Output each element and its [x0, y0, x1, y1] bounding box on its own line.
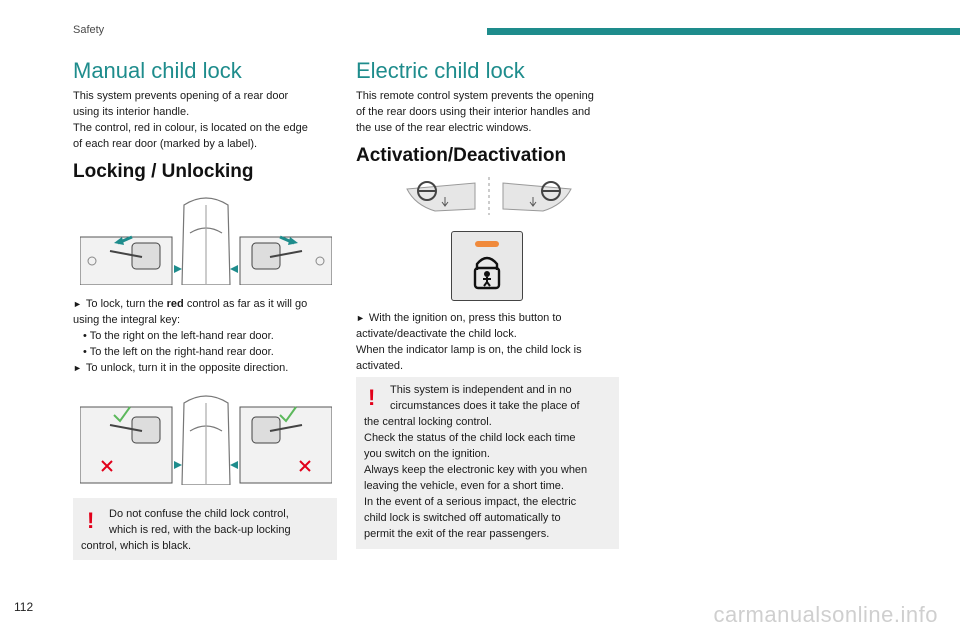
pointer-arrow-icon: [174, 461, 182, 469]
steering-position-diagram: [405, 175, 573, 215]
page-number: 112: [14, 600, 34, 614]
car-topview-icon: [182, 198, 230, 285]
warning-icon: !: [87, 508, 95, 533]
section-label: Safety: [73, 24, 105, 36]
intro-line: This system prevents opening of a rear door: [73, 90, 289, 102]
bullet-arrow-icon: ►: [356, 313, 365, 323]
locking-unlocking-heading: Locking / Unlocking: [73, 161, 254, 182]
manual-child-lock-title: Manual child lock: [73, 58, 242, 83]
watermark: carmanualsonline.info: [713, 602, 938, 627]
intro-line: This remote control system prevents the opening: [356, 90, 594, 102]
indicator-lamp: [475, 241, 499, 247]
child-lock-icon: [473, 254, 501, 290]
header-accent-bar: [487, 28, 960, 35]
electric-warning-box: ! This system is independent and in no circumstances does it take the place of the central locking control. Check the status of the child lock each time you switch on the ignition. Always keep the electronic key with you when leaving the vehicle, even for a short time. In the event of a serious impact, the electric child lock is switched off automatically to permit the exit of the rear passengers.: [356, 377, 619, 549]
manual-warning-box: ! Do not confuse the child lock control, which is red, with the back-up locking control, which is black.: [73, 498, 337, 560]
intro-line: the use of the rear electric windows.: [356, 122, 532, 134]
intro-line: using its interior handle.: [73, 106, 190, 118]
electric-intro: [356, 88, 626, 136]
intro-line: of each rear door (marked by a label).: [73, 138, 258, 150]
bullet-dot: •: [83, 330, 87, 342]
bullet-arrow-icon: ►: [73, 299, 82, 309]
car-topview-icon: [182, 396, 230, 485]
activation-instructions: ► With the ignition on, press this button to activate/deactivate the child lock. When the indicator lamp is on, the child lock is activated.: [356, 312, 582, 372]
intro-line: The control, red in colour, is located on the edge: [73, 122, 308, 134]
intro-line: of the rear doors using their interior handles and: [356, 106, 591, 118]
lock-instructions: ► To lock, turn the red control as far as it will go using the integral key: • To the right on the left-hand rear door. • To the left on the right-hand rear door. ► To unlock, turn it in the opposite direction.: [73, 298, 308, 374]
pointer-arrow-icon: [230, 461, 238, 469]
bullet-arrow-icon: ►: [73, 363, 82, 373]
manual-intro: [73, 88, 343, 152]
unlock-diagram: [80, 391, 332, 485]
lock-diagram: [80, 193, 332, 285]
child-lock-button: [451, 231, 523, 301]
pointer-arrow-icon: [230, 265, 238, 273]
electric-child-lock-title: Electric child lock: [356, 58, 525, 83]
activation-heading: Activation/Deactivation: [356, 145, 567, 166]
bullet-dot: •: [83, 346, 87, 358]
warning-icon: !: [368, 385, 376, 410]
pointer-arrow-icon: [174, 265, 182, 273]
